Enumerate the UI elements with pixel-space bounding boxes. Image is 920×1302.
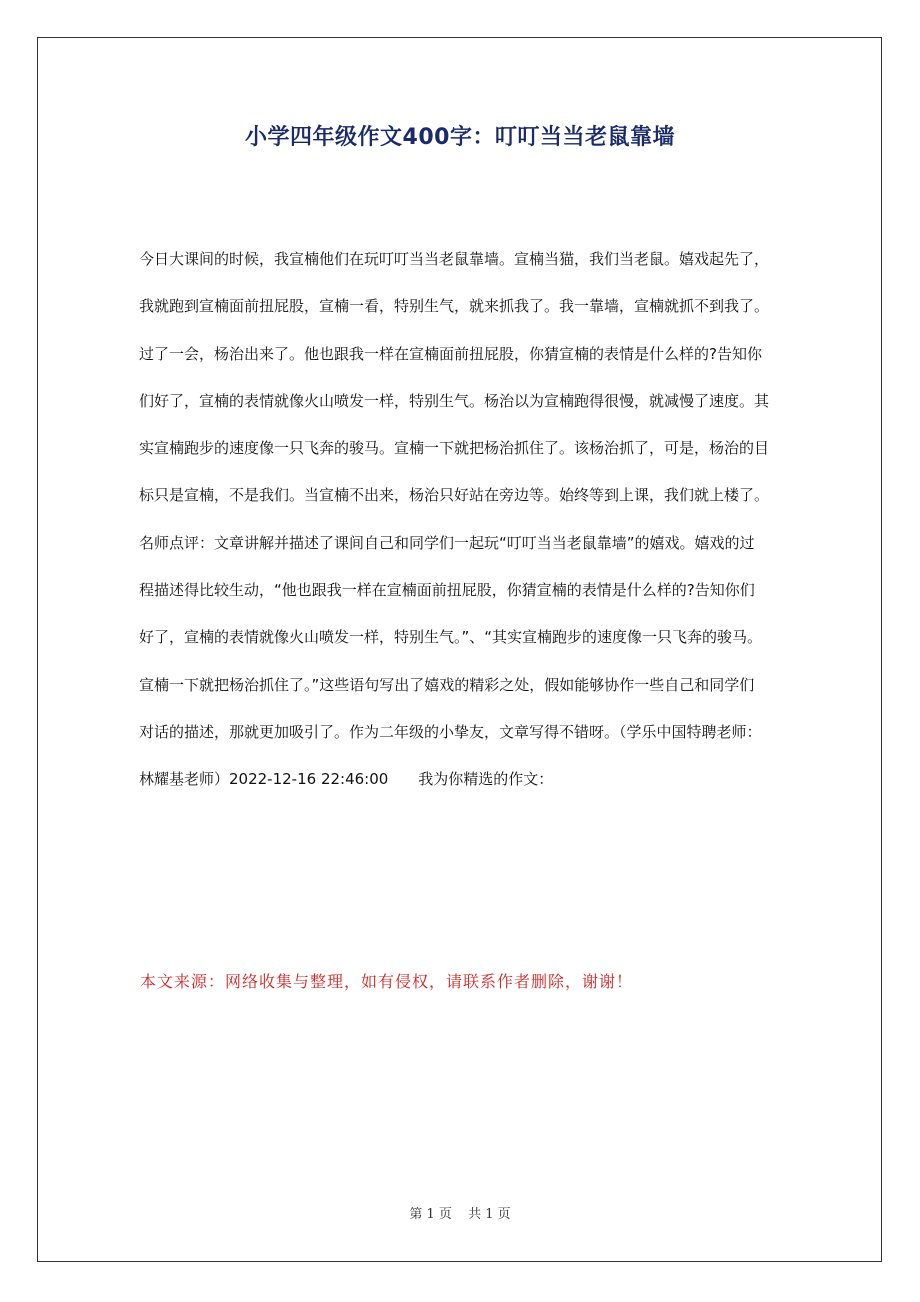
body-line: 标只是宣楠，不是我们。当宣楠不出来，杨治只好站在旁边等。始终等到上课，我们就上楼了。: [139, 486, 770, 505]
page-number: 第 1 页: [409, 1207, 452, 1222]
body-line: 好了，宣楠的表情就像火山喷发一样，特别生气。”、“其实宣楠跑步的速度像一只飞奔的骏马。: [139, 628, 763, 647]
body-line: 过了一会，杨治出来了。他也跟我一样在宣楠面前扭屁股，你猜宣楠的表情是什么样的?告知你: [139, 344, 762, 363]
document-title: 小学四年级作文400字：叮叮当当老鼠靠墙: [245, 125, 675, 150]
body-line: 实宣楠跑步的速度像一只飞奔的骏马。宣楠一下就把杨治抓住了。该杨治抓了，可是，杨治的目: [139, 439, 770, 458]
body-line: 今日大课间的时候，我宣楠他们在玩叮叮当当老鼠靠墙。宣楠当猫，我们当老鼠。嬉戏起先了，: [139, 250, 770, 268]
page-total: 共 1 页: [468, 1207, 511, 1222]
source-disclaimer: 本文来源：网络收集与整理，如有侵权，请联系作者删除，谢谢！: [140, 972, 634, 991]
body-line: 名师点评：文章讲解并描述了课间自己和同学们一起玩“叮叮当当老鼠靠墙”的嬉戏。嬉戏的过: [139, 533, 755, 552]
body-line: 程描述得比较生动，“他也跟我一样在宣楠面前扭屁股，你猜宣楠的表情是什么样的?告知你们: [139, 581, 755, 600]
body-line: 我就跑到宣楠面前扭屁股，宣楠一看，特别生气，就来抓我了。我一靠墙，宣楠就抓不到我了。: [139, 297, 770, 316]
body-line: 们好了，宣楠的表情就像火山喷发一样，特别生气。杨治以为宣楠跑得很慢，就减慢了速度。其: [139, 391, 770, 410]
page-footer: [0, 1204, 920, 1226]
article-body: [139, 236, 799, 804]
body-line: 宣楠一下就把杨治抓住了。”这些语句写出了嬉戏的精彩之处，假如能够协作一些自己和同学们: [139, 675, 755, 694]
body-line: 林耀基老师）2022-12-16 22:46:00 我为你精选的作文：: [139, 770, 554, 789]
body-line: 对话的描述，那就更加吸引了。作为二年级的小挚友，文章写得不错呀。（学乐中国特聘老师：: [139, 722, 762, 741]
